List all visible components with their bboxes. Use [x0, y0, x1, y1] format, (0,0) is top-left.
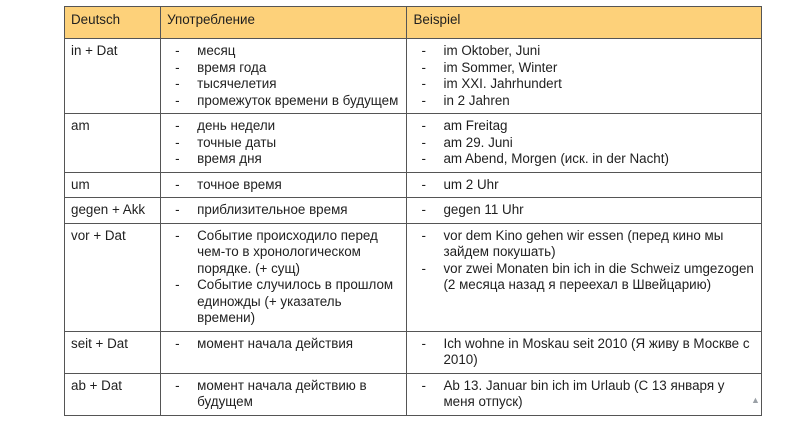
list-item	[413, 135, 755, 152]
dash-bullet-icon: -	[175, 76, 180, 91]
dash-bullet-icon: -	[421, 377, 426, 393]
cell-deutsch: um	[65, 172, 161, 198]
dash-bullet-icon: -	[421, 118, 426, 133]
cell-example	[407, 223, 762, 331]
cell-usage	[161, 172, 407, 198]
cell-example	[407, 39, 762, 114]
table-row	[65, 223, 762, 331]
cell-usage	[161, 331, 407, 373]
cell-deutsch: gegen + Akk	[65, 198, 161, 224]
cell-usage	[161, 373, 407, 415]
dash-bullet-icon: -	[421, 151, 426, 166]
list-item-text: am Freitag	[443, 118, 508, 133]
table-row	[65, 39, 762, 114]
dash-bullet-icon: -	[175, 92, 180, 108]
dash-bullet-icon: -	[175, 151, 180, 166]
list-item-text: gegen 11 Uhr	[443, 202, 524, 217]
list-item-text: um 2 Uhr	[443, 176, 499, 192]
list-item-text: день недели	[197, 118, 276, 133]
table-body	[65, 39, 762, 416]
list-item-text: Ab 13. Januar bin ich im Urlaub (С 13 января у меня отпуск)	[443, 377, 725, 409]
list-item-text: im XXI. Jahrhundert	[443, 76, 562, 91]
list-item-text: im Oktober, Juni	[443, 43, 541, 58]
cell-example-list	[413, 336, 755, 369]
list-item	[413, 43, 755, 60]
table-row	[65, 114, 762, 173]
cell-deutsch: am	[65, 114, 161, 173]
list-item	[413, 151, 755, 168]
list-item	[167, 228, 400, 278]
list-item	[167, 43, 400, 60]
dash-bullet-icon: -	[421, 59, 426, 75]
list-item-text: im Sommer, Winter	[443, 59, 558, 75]
cell-usage-list	[167, 202, 400, 219]
list-item	[167, 177, 400, 194]
dash-bullet-icon: -	[421, 76, 426, 91]
list-item	[167, 60, 400, 77]
cell-deutsch: vor + Dat	[65, 223, 161, 331]
list-item-text: Событие случилось в прошлом единожды (+ указатель времени)	[197, 277, 394, 325]
dash-bullet-icon: -	[421, 335, 426, 351]
list-item	[413, 336, 755, 369]
dash-bullet-icon: -	[175, 59, 180, 75]
dash-bullet-icon: -	[421, 202, 426, 217]
cell-example-list	[413, 202, 755, 219]
cell-usage-list	[167, 336, 400, 353]
list-item	[167, 118, 400, 135]
list-item-text: точное время	[197, 176, 282, 192]
list-item-text: vor zwei Monaten bin ich in die Schweiz umgezogen (2 месяца назад я переехал в Швейцарию)	[443, 260, 754, 292]
dash-bullet-icon: -	[175, 335, 180, 351]
list-item	[167, 93, 400, 110]
list-item-text: месяц	[197, 43, 236, 58]
list-item-text: тысячелетия	[197, 76, 277, 91]
list-item	[413, 93, 755, 110]
dash-bullet-icon: -	[175, 118, 180, 133]
cell-usage	[161, 223, 407, 331]
cell-example	[407, 172, 762, 198]
cell-example	[407, 331, 762, 373]
list-item-text: vor dem Kino gehen wir essen (перед кино мы зайдем покушать)	[443, 227, 724, 259]
cell-example	[407, 373, 762, 415]
cell-example-list	[413, 43, 755, 109]
cell-usage	[161, 198, 407, 224]
list-item-text: промежуток времени в будущем	[197, 92, 399, 108]
cell-usage-list	[167, 177, 400, 194]
list-item	[413, 118, 755, 135]
table-row	[65, 373, 762, 415]
list-item-text: in 2 Jahren	[443, 92, 510, 108]
cell-example-list	[413, 378, 755, 411]
dash-bullet-icon: -	[175, 43, 180, 58]
list-item	[413, 76, 755, 93]
list-item	[413, 177, 755, 194]
cell-usage	[161, 114, 407, 173]
cell-deutsch: seit + Dat	[65, 331, 161, 373]
list-item	[167, 76, 400, 93]
list-item-text: момент начала действию в будущем	[197, 377, 367, 409]
table-row	[65, 331, 762, 373]
list-item-text: Ich wohne in Moskau seit 2010 (Я живу в Москве с 2010)	[443, 335, 750, 367]
cell-deutsch: ab + Dat	[65, 373, 161, 415]
cell-example-list	[413, 177, 755, 194]
dash-bullet-icon: -	[421, 227, 426, 243]
dash-bullet-icon: -	[175, 277, 180, 292]
list-item-text: Событие происходило перед чем-то в хронологическом порядке. (+ сущ)	[197, 227, 378, 276]
list-item-text: точные даты	[197, 134, 277, 150]
cell-usage	[161, 39, 407, 114]
dash-bullet-icon: -	[421, 43, 426, 58]
cell-deutsch: in + Dat	[65, 39, 161, 114]
dash-bullet-icon: -	[175, 134, 180, 150]
cell-usage-list	[167, 118, 400, 168]
list-item	[167, 277, 400, 327]
list-item	[167, 135, 400, 152]
header-example: Beispiel	[407, 7, 762, 39]
list-item-text: время года	[197, 59, 267, 75]
scroll-up-icon[interactable]: ▲	[751, 395, 760, 405]
dash-bullet-icon: -	[175, 176, 180, 192]
list-item	[167, 336, 400, 353]
header-usage: Употребление	[161, 7, 407, 39]
list-item-text: время дня	[197, 151, 262, 166]
dash-bullet-icon: -	[175, 202, 180, 217]
list-item	[413, 261, 755, 294]
cell-usage-list	[167, 378, 400, 411]
cell-example	[407, 198, 762, 224]
table-row	[65, 198, 762, 224]
list-item	[167, 202, 400, 219]
dash-bullet-icon: -	[421, 92, 426, 108]
dash-bullet-icon: -	[421, 134, 426, 150]
dash-bullet-icon: -	[175, 377, 180, 393]
list-item	[413, 378, 755, 411]
header-row	[65, 7, 762, 39]
dash-bullet-icon: -	[175, 227, 180, 243]
cell-usage-list	[167, 43, 400, 109]
list-item-text: момент начала действия	[197, 335, 354, 351]
list-item-text: am Abend, Morgen (иск. in der Nacht)	[443, 151, 669, 166]
list-item	[413, 60, 755, 77]
list-item-text: приблизительное время	[197, 202, 348, 217]
dash-bullet-icon: -	[421, 260, 426, 276]
header-deutsch: Deutsch	[65, 7, 161, 39]
list-item	[167, 378, 400, 411]
cell-example-list	[413, 118, 755, 168]
table-row	[65, 172, 762, 198]
cell-example-list	[413, 228, 755, 294]
dash-bullet-icon: -	[421, 176, 426, 192]
list-item	[413, 202, 755, 219]
cell-example	[407, 114, 762, 173]
list-item	[413, 228, 755, 261]
list-item	[167, 151, 400, 168]
cell-usage-list	[167, 228, 400, 327]
preposition-table	[64, 6, 762, 416]
list-item-text: am 29. Juni	[443, 134, 513, 150]
